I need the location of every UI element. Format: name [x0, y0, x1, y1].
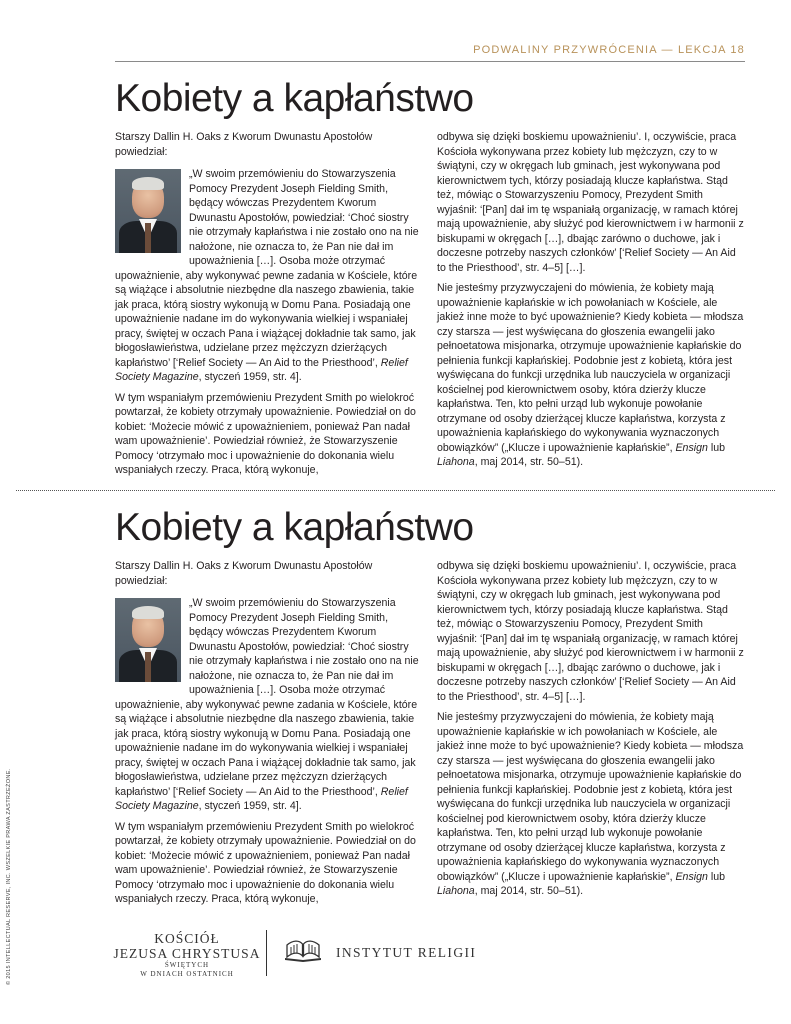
left-column	[115, 130, 423, 484]
paragraph: odbywa się dzięki boskiemu upoważnieniu’. I, oczywiście, praca Kościoła wykonywana przez kobiety lub mężczyzn, czy to w świątyni, czy w okręgach lub gminach, jest wykonywana pod kierownictwem tych, którzy posiadają klucze kapłaństwa. Stąd też, mówiąc o Stowarzyszeniu Pomocy, Prezydent Smith wyjaśnił: ‘[Pan] dał im tę wspaniałą organizację, w ramach której mają upoważnienie, aby służyć pod kierownictwem i w harmonii z biskupami w okręgach […], dbając zarówno o duchowe, jak i doczesne potrzeby naszych członków’ [‘Relief Society — An Aid to the Priesthood’, str. 4–5] […].	[437, 560, 744, 703]
institute-name: INSTYTUT RELIGII	[336, 945, 477, 960]
intro-text: Starszy Dallin H. Oaks z Kworum Dwunastu Apostołów powiedział:	[115, 560, 373, 587]
portrait-photo	[115, 169, 181, 253]
church-logo: KOŚCIÓŁ JEZUSA CHRYSTUSA ŚWIĘTYCH W DNIACH OSTATNICH	[113, 931, 261, 978]
article-title: Kobiety a kapłaństwo	[115, 506, 474, 549]
right-column	[437, 130, 745, 484]
running-header: PODWALINY PRZYWRÓCENIA — LEKCJA 18	[473, 44, 745, 56]
portrait-photo	[115, 598, 181, 682]
article-title: Kobiety a kapłaństwo	[115, 77, 474, 120]
cut-line	[16, 490, 775, 491]
quote-paragraph: „W swoim przemówieniu do Stowarzyszenia Pomocy Prezydent Joseph Fielding Smith, będący wówczas Prezydentem Kworum Dwunastu Apostołów, powiedział: ‘Choć siostry nie otrzymały kapłaństwa i nie zostało ono na nie nałożone, nie oznacza to, że Pan nie dał im upoważnienia […]. Osoba może otrzymać upoważnienie, aby wykonywać pewne zadania w Kościele, które są wiążące i absolutnie niezbędne dla naszego zbawienia, takie jak praca, którą siostry wykonują w Domu Pana. Posiadają one upoważnienie nadane im do wykonywania wielkiej i wspaniałej pracy, świętej w oczach Pana i wiążącej dokładnie tak samo, jak błogosławieństwa, udzielane przez mężczyzn dzierżących kapłaństwo’ [‘Relief Society — An Aid to the Priesthood’, Relief Society Magazine, styczeń 1959, str. 4].	[115, 597, 419, 812]
paragraph: W tym wspaniałym przemówieniu Prezydent Smith po wielokroć powtarzał, że kobiety otrzymały upoważnienie. Powiedział on do kobiet: ‘Możecie mówić z upoważnieniem, ponieważ Pan nadał wam upoważnienie’. Powiedział również, że Stowarzyszenie Pomocy ‘otrzymało moc i upoważnienie do dokonania wielu wspaniałych rzeczy. Praca, którą wykonuje,	[115, 391, 416, 476]
header-rule	[115, 61, 745, 62]
paragraph: odbywa się dzięki boskiemu upoważnieniu’. I, oczywiście, praca Kościoła wykonywana przez kobiety lub mężczyzn, czy to w świątyni, czy w okręgach lub gminach, jest wykonywana pod kierownictwem tych, którzy posiadają klucze kapłaństwa. Stąd też, mówiąc o Stowarzyszeniu Pomocy, Prezydent Smith wyjaśnił: ‘[Pan] dał im tę wspaniałą organizację, w ramach której mają upoważnienie, aby służyć pod kierownictwem i w harmonii z biskupami w okręgach […], dbając zarówno o duchowe, jak i doczesne potrzeby naszych członków’ [‘Relief Society — An Aid to the Priesthood’, str. 4–5] […].	[437, 131, 744, 274]
paragraph: Nie jesteśmy przyzwyczajeni do mówienia, że kobiety mają upoważnienie kapłańskie w ich powołaniach w Kościele, ale jakież inne może to być upoważnienie? Kiedy kobieta — młodsza czy starsza — jest wyświęcana do głoszenia ewangelii jako pełnoetatowa misjonarka, otrzymuje upoważnienie kapłańskie do pełnienia funkcji kapłańskiej. Podobnie jest z kobietą, która jest wyświęcana do funkcji urzędnika lub nauczyciela w organizacji kościelnej pod kierownictwem osoby, która dzierży klucze kapłaństwa. Ten, kto pełni urząd lub wykonuje powołanie otrzymane od osoby dzierżącej klucze kapłaństwa, korzysta z upoważnienia kapłańskiego do wykonywania wyznaczonych obowiązków” („Klucze i upoważnienie kapłańskie”, Ensign lub Liahona, maj 2014, str. 50–51).	[437, 282, 744, 468]
paragraph: W tym wspaniałym przemówieniu Prezydent Smith po wielokroć powtarzał, że kobiety otrzymały upoważnienie. Powiedział on do kobiet: ‘Możecie mówić z upoważnieniem, ponieważ Pan nadał wam upoważnienie’. Powiedział również, że Stowarzyszenie Pomocy ‘otrzymało moc i upoważnienie do dokonania wielu wspaniałych rzeczy. Praca, którą wykonuje,	[115, 820, 416, 905]
copyright-notice: © 2015 INTELLECTUAL RESERVE, INC. WSZELKIE PRAWA ZASTRZEŻONE.	[6, 768, 12, 985]
footer-divider	[266, 930, 267, 976]
handout-card-top	[115, 76, 745, 484]
handout-card-bottom	[115, 505, 745, 913]
footer	[0, 928, 791, 978]
right-column	[437, 559, 745, 913]
intro-text: Starszy Dallin H. Oaks z Kworum Dwunastu Apostołów powiedział:	[115, 131, 373, 158]
open-book-icon	[283, 940, 323, 964]
left-column	[115, 559, 423, 913]
quote-paragraph: „W swoim przemówieniu do Stowarzyszenia Pomocy Prezydent Joseph Fielding Smith, będący wówczas Prezydentem Kworum Dwunastu Apostołów, powiedział: ‘Choć siostry nie otrzymały kapłaństwa i nie zostało ono na nie nałożone, nie oznacza to, że Pan nie dał im upoważnienia […]. Osoba może otrzymać upoważnienie, aby wykonywać pewne zadania w Kościele, które są wiążące i absolutnie niezbędne dla naszego zbawienia, takie jak praca, którą siostry wykonują w Domu Pana. Posiadają one upoważnienie nadane im do wykonywania wielkiej i wspaniałej pracy, świętej w oczach Pana i wiążącej dokładnie tak samo, jak błogosławieństwa, udzielane przez mężczyzn dzierżących kapłaństwo’ [‘Relief Society — An Aid to the Priesthood’, Relief Society Magazine, styczeń 1959, str. 4].	[115, 168, 419, 383]
paragraph: Nie jesteśmy przyzwyczajeni do mówienia, że kobiety mają upoważnienie kapłańskie w ich powołaniach w Kościele, ale jakież inne może to być upoważnienie? Kiedy kobieta — młodsza czy starsza — jest wyświęcana do głoszenia ewangelii jako pełnoetatowa misjonarka, otrzymuje upoważnienie kapłańskie do pełnienia funkcji kapłańskiej. Podobnie jest z kobietą, która jest wyświęcana do funkcji urzędnika lub nauczyciela w organizacji kościelnej pod kierownictwem osoby, która dzierży klucze kapłaństwa. Ten, kto pełni urząd lub wykonuje powołanie otrzymane od osoby dzierżącej klucze kapłaństwa, korzysta z upoważnienia kapłańskiego do wykonywania wyznaczonych obowiązków” („Klucze i upoważnienie kapłańskie”, Ensign lub Liahona, maj 2014, str. 50–51).	[437, 711, 744, 897]
